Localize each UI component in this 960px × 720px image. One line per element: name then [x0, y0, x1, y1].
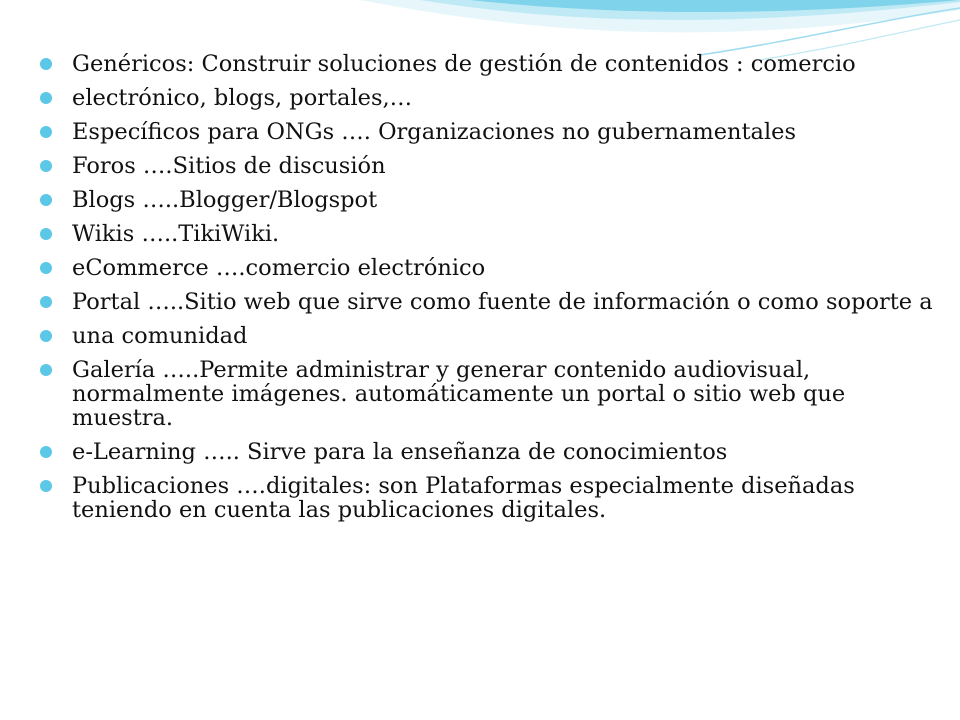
bullet-text: Galería …..Permite administrar y generar contenido audiovisual, normalmente imágenes. automáticamente un portal o sitio web que muestra. [72, 357, 846, 431]
bullet-dot-icon [40, 194, 52, 206]
bullet-text: Publicaciones ….digitales: son Plataformas especialmente diseñadas teniendo en cuenta las publicaciones digitales. [72, 473, 855, 523]
list-item [40, 440, 940, 464]
list-item [40, 52, 940, 76]
bullet-text: e-Learning ….. Sirve para la enseñanza de conocimientos [72, 439, 728, 465]
bullet-dot-icon [40, 92, 52, 104]
bullet-dot-icon [40, 228, 52, 240]
list-item [40, 188, 940, 212]
list-item [40, 358, 940, 430]
bullet-text: eCommerce ….comercio electrónico [72, 255, 486, 281]
bullet-text: Wikis …..TikiWiki. [72, 221, 280, 247]
bullet-dot-icon [40, 126, 52, 138]
bullet-dot-icon [40, 330, 52, 342]
bullet-text: Genéricos: Construir soluciones de gestión de contenidos : comercio [72, 51, 856, 77]
bullet-dot-icon [40, 446, 52, 458]
bullet-dot-icon [40, 480, 52, 492]
list-item [40, 86, 940, 110]
bullet-dot-icon [40, 296, 52, 308]
bullet-text: electrónico, blogs, portales,… [72, 85, 413, 111]
list-item [40, 256, 940, 280]
bullet-text: Foros ….Sitios de discusión [72, 153, 386, 179]
bullet-list [40, 52, 940, 532]
bullet-text: Específicos para ONGs …. Organizaciones no gubernamentales [72, 119, 797, 145]
bullet-text: Portal …..Sitio web que sirve como fuente de información o como soporte a [72, 289, 933, 315]
list-item [40, 120, 940, 144]
list-item [40, 324, 940, 348]
bullet-dot-icon [40, 160, 52, 172]
list-item [40, 154, 940, 178]
bullet-text: Blogs …..Blogger/Blogspot [72, 187, 378, 213]
list-item [40, 474, 940, 522]
bullet-dot-icon [40, 58, 52, 70]
list-item [40, 222, 940, 246]
bullet-text: una comunidad [72, 323, 248, 349]
list-item [40, 290, 940, 314]
bullet-dot-icon [40, 262, 52, 274]
bullet-dot-icon [40, 364, 52, 376]
